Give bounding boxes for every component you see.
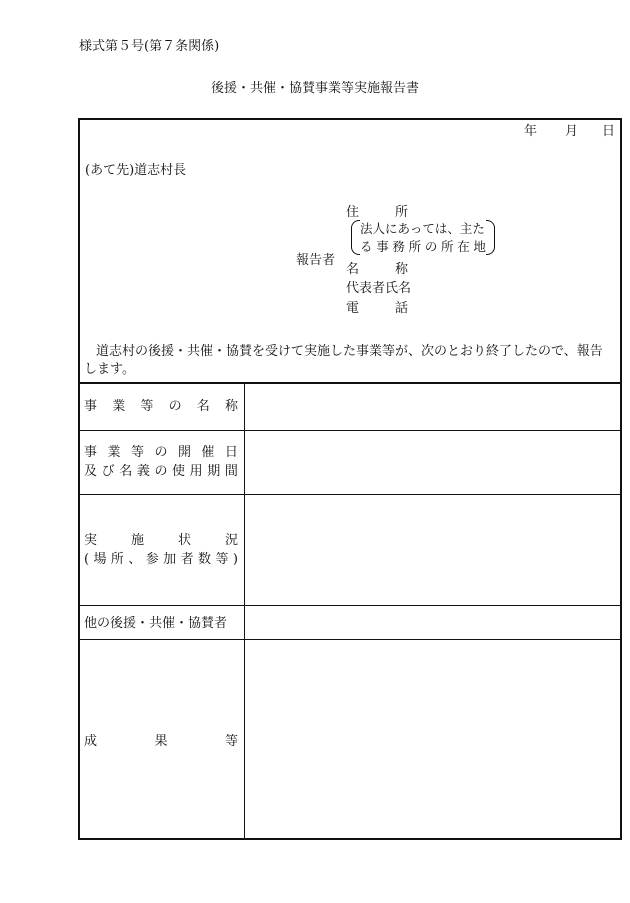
other-supporters-entry-cell[interactable] (246, 607, 620, 638)
row-divider (78, 605, 622, 606)
reporter-label: 報告者 (296, 253, 336, 268)
dates-entry-cell[interactable] (246, 432, 620, 493)
address-label: 住 所 (346, 205, 408, 220)
date-day: 日 (602, 124, 616, 139)
table-top-rule (78, 382, 622, 384)
address-note-line2: る 事 務 所 の 所 在 地 (360, 239, 486, 254)
table-column-divider (244, 384, 245, 839)
event-name-entry-cell[interactable] (246, 385, 620, 429)
date-year: 年 (524, 124, 538, 139)
row-divider (78, 639, 622, 640)
statement-line-1: 道志村の後援・共催・協賛を受けて実施した事業等が、次のとおり終了したので、報告 (96, 344, 603, 359)
results-entry-cell[interactable] (246, 641, 620, 838)
row-label-other-supporters: 他の後援・共催・協賛者 (84, 616, 228, 631)
row-label-status-line1: 実 施 状 況 (84, 533, 238, 548)
row-divider (78, 494, 622, 495)
document-title: 後援・共催・協賛事業等実施報告書 (210, 81, 419, 96)
status-entry-cell[interactable] (246, 496, 620, 604)
address-note-left-bracket (351, 220, 360, 255)
address-note-line1: 法人にあっては、主た (360, 221, 485, 236)
address-note-right-bracket (486, 220, 495, 255)
row-label-results: 成 果 等 (84, 734, 238, 749)
phone-label: 電 話 (346, 301, 408, 316)
row-label-status-line2: ( 場 所 、 参 加 者 数 等 ) (84, 552, 238, 567)
addressee: (あて先)道志村長 (85, 163, 187, 178)
row-label-dates-line1: 事 業 等 の 開 催 日 (84, 445, 238, 460)
statement-line-2: します。 (84, 362, 135, 377)
row-label-dates-line2: 及 び 名 義 の 使 用 期 間 (84, 464, 238, 479)
row-label-event-name: 事 業 等 の 名 称 (84, 399, 238, 414)
row-divider (78, 430, 622, 431)
date-month: 月 (565, 124, 579, 139)
representative-label: 代表者氏名 (346, 281, 412, 296)
form-number: 様式第５号(第７条関係) (79, 39, 220, 54)
name-label: 名 称 (346, 262, 408, 277)
